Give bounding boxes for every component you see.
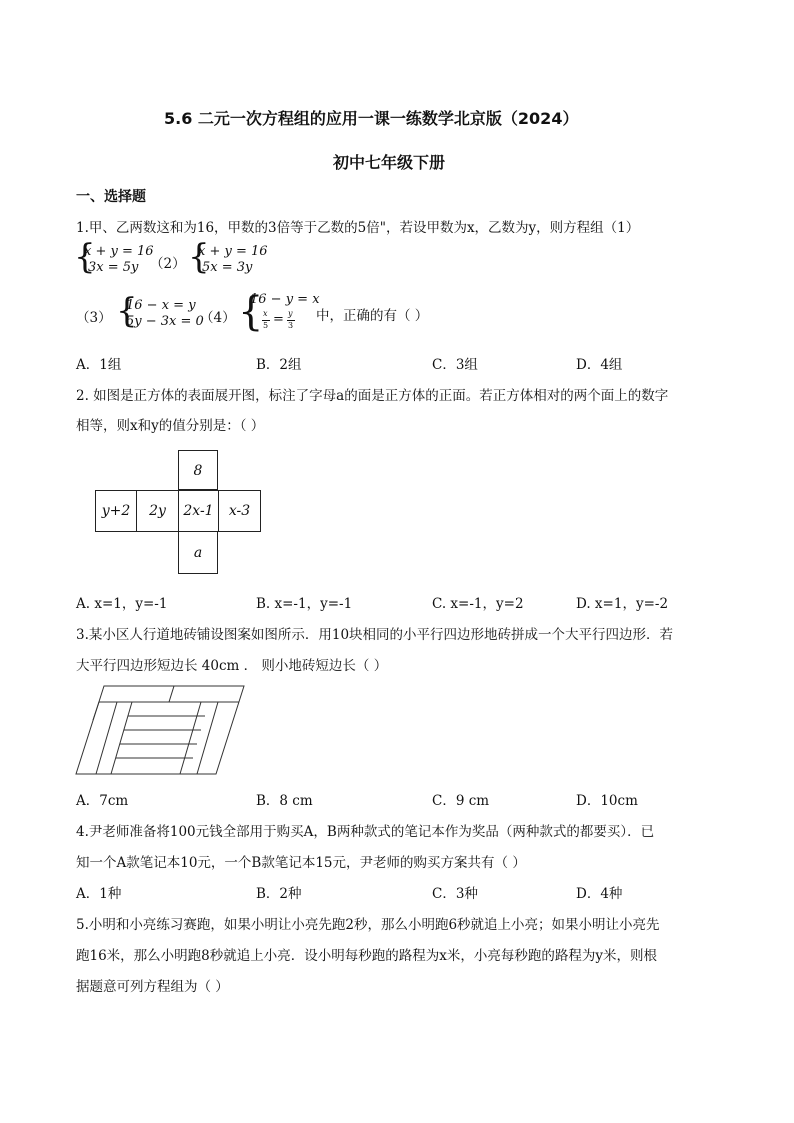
fraction-equation [262,309,312,333]
system-label: （4） [200,310,236,326]
net-face [218,490,261,532]
option-b[interactable]: B．2种 [256,886,302,902]
option-b[interactable]: B. x=-1，y=-1 [256,596,353,612]
option-c[interactable]: C. x=-1，y=2 [432,596,524,612]
option-d[interactable]: D．4组 [576,357,623,373]
option-c[interactable]: C．9 cm [432,793,490,809]
question-5-text: 据题意可列方程组为（ ） [76,979,229,995]
net-face [95,490,137,532]
face-label: x-3 [228,503,251,519]
tile-edge [93,702,99,720]
tile-edge [197,702,218,774]
option-b[interactable]: B．8 cm [256,793,313,809]
question-3-text: 大平行四边形短边长 40cm ． 则小地砖短边长（ ） [76,658,388,674]
fraction-numerator: x [263,309,268,318]
equation-line: x + y = 16 [198,244,268,259]
equation-line: x + y = 16 [84,244,154,259]
brace-symbol: { [74,237,96,277]
question-1-tail: 中，正确的有（ ） [316,308,429,324]
equation-line: 16 − y = x [250,292,320,307]
option-d[interactable]: D．10cm [576,793,638,809]
option-a[interactable]: A．7cm [76,793,129,809]
brace-symbol: { [116,291,138,331]
net-face [178,490,219,532]
equation-system-4 [238,289,328,335]
question-1-text: 1.甲、乙两数这和为16，甲数的3倍等于乙数的5倍"，若设甲数为x，乙数为y，则方程组（1） [76,220,640,236]
cube-net-figure [95,450,261,575]
tile-edge [180,702,201,774]
question-2-text: 2. 如图是正方体的表面展开图，标注了字母a的面是正方体的正面。若正方体相对的两个面上的数字 [76,388,669,404]
question-5-text: 5.小明和小亮练习赛跑，如果小明让小亮先跑2秒，那么小明跑6秒就追上小亮；如果小明让小亮先 [76,917,660,933]
question-2-text: 相等，则x和y的值分别是：（ ） [76,418,265,434]
page-subtitle: 初中七年级下册 [333,153,446,172]
face-label: 8 [193,463,203,479]
tile-parallelogram-figure [74,684,246,776]
option-a[interactable]: A．1组 [76,357,122,373]
option-d[interactable]: D．4种 [576,886,623,902]
fraction-numerator: y [288,309,293,318]
face-label: y+2 [101,503,131,519]
tile-edge [169,686,174,702]
equation-line: 5x = 3y [202,260,253,275]
option-c[interactable]: C．3种 [432,886,478,902]
net-face [136,490,179,532]
system-label: （3） [76,310,112,326]
question-4-text: 知一个A款笔记本10元，一个B款笔记本15元，尹老师的购买方案共有（ ） [76,855,526,871]
equation-line: 3x = 5y [88,260,139,275]
equation-line: 16 − x = y [126,298,196,313]
option-a[interactable]: A．1种 [76,886,122,902]
system-label: （2） [150,256,186,272]
option-c[interactable]: C．3组 [432,357,478,373]
fraction-denominator: 3 [288,321,294,330]
brace-symbol: { [188,237,210,277]
brace-symbol: { [238,289,264,335]
option-a[interactable]: A. x=1，y=-1 [76,596,168,612]
equals-sign: = [273,312,284,327]
equation-line: 5y − 3x = 0 [126,314,204,329]
question-4-text: 4.尹老师准备将100元钱全部用于购买A，B两种款式的笔记本作为奖品（两种款式的都要买）．已 [76,824,655,840]
net-face-bottom [178,531,218,574]
face-label: 2x-1 [183,503,214,519]
page-title: 5.6 二元一次方程组的应用一课一练数学北京版（2024） [164,109,579,128]
option-d[interactable]: D. x=1，y=-2 [576,596,669,612]
face-label: 2y [149,503,166,519]
question-3-text: 3.某小区人行道地砖铺设图案如图所示．用10块相同的小平行四边形地砖拼成一个大平行四边形．若 [76,627,674,643]
face-label: a [193,545,203,561]
fraction-denominator: 5 [263,321,269,330]
equation-system-2 [188,237,298,278]
net-face-top [178,450,218,490]
question-5-text: 跑16米，那么小明跑8秒就追上小亮．设小明每秒跑的路程为x米，小亮每秒跑的路程为y米，则根 [76,948,658,964]
section-heading: 一、选择题 [76,189,146,205]
option-b[interactable]: B．2组 [256,357,302,373]
